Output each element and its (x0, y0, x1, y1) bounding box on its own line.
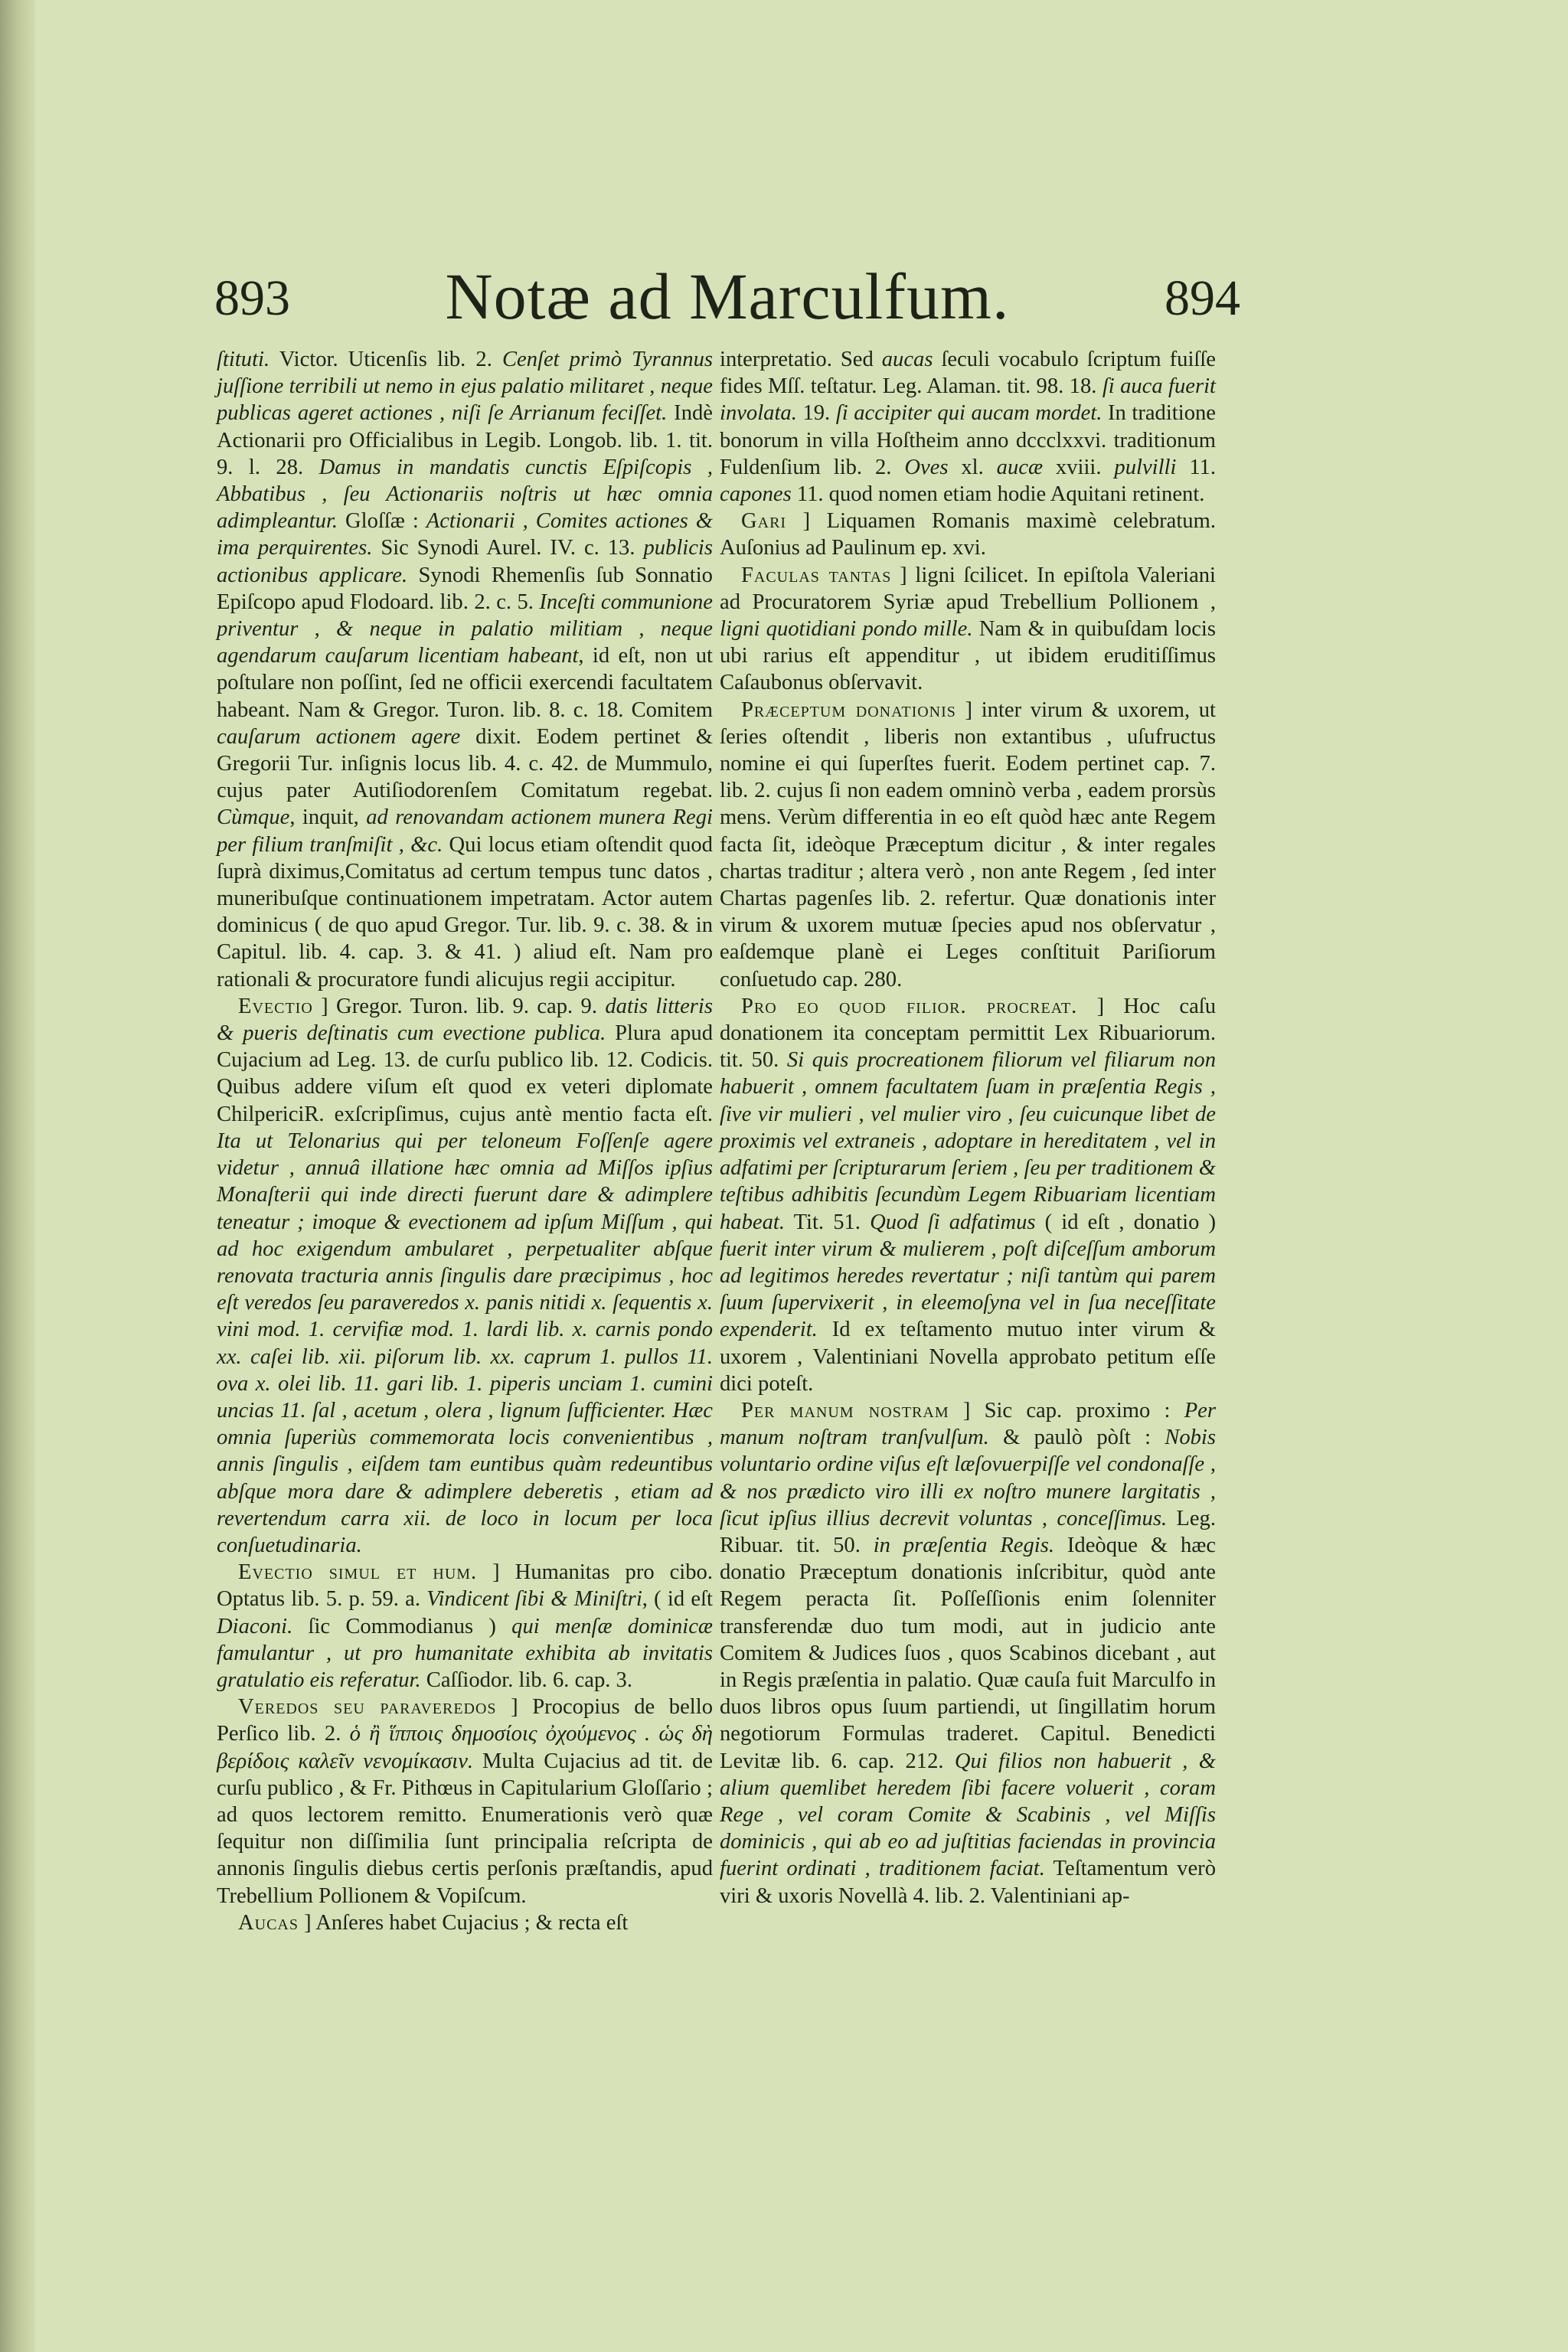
body-text: Multa Cujacius ad tit. de curſu publico , & Fr. Pithœus in Capitularium Gloſſario ; ad quos lectorem remitto. Enumerationis verò quæ ſequitur non diſſimilia ſunt principalia reſcripta de annonis ſingulis diebus certis perſonis præſtandis, apud Trebellium Pollionem & Vopiſcum. (217, 1749, 713, 1908)
quotation-text: Cenſet primò Tyrannus juſſione terribili ut nemo in ejus palatio militaret , neque publicas ageret actiones , niſi ſe Arrianum feciſſet. (217, 348, 713, 426)
quotation-text: ſi auca fuerit involata. (720, 374, 1216, 426)
quotation-text: Ita ut Telonarius qui per teloneum Foſſenſe agere videtur , annuâ illatione hæc omnia ad Miſſos ipſius Monaſterii qui inde directi fuerunt dare & adimplere teneatur ; imoque & evectionem ad ipſum Miſſum , qui ad hoc exigendum ambularet , perpetualiter abſque renovata tracturia annis ſingulis dare præcipimus , hoc eſt veredos ſeu paraveredos x. panis nitidi x. ſequentis x. vini mod. 1. cervifiæ mod. 1. lardi lib. x. carnis pondo xx. caſei lib. xii. piſorum lib. xx. caprum 1. pullos 11. ova x. olei lib. 11. gari lib. 1. piperis unciam 1. cumini uncias 11. ſal , acetum , olera , lignum ſufficienter. Hæc omnia ſuperiùs commemorata locis convenientibus , annis ſingulis , eiſdem tam euntibus quàm redeuntibus abſque mora dare & adimplere deberetis , etiam ad revertendum carra xii. de loco in locum per loca conſuetudinaria. (217, 1129, 713, 1557)
body-text: ] Procopius de bello Perſico lib. 2. (217, 1695, 713, 1746)
page-number-right: 894 (1165, 270, 1240, 326)
quotation-text: publicis actionibus applicare. (217, 536, 713, 587)
quotation-text: Nobis voluntario ordine viſus eſt læſovuerpiſſe vel condonaſſe , & nos prædicto viro illi ex noſtro munere largitatis , ſicut ipſius illius decrevit voluntas , conceſſimus. (720, 1426, 1217, 1530)
paragraph (720, 993, 1216, 1397)
body-text: ] Gregor. Turon. lib. 9. cap. 9. (312, 994, 606, 1018)
entry-lemma: Gari (741, 509, 787, 534)
body-text: & paulò pòſt : (988, 1426, 1165, 1450)
body-text: Teſtamentum verò viri & uxoris Novellà 4. lib. 2. Valentiniani ap- (720, 1857, 1216, 1908)
body-text: Qui locus etiam oſtendit quod ſuprà diximus,Comitatus ad certum tempus tunc datos , muneribuſque continuationem impetratam. Actor autem dominicus ( de quo apud Gregor. Tur. lib. 9. c. 38. & in Capitul. lib. 4. cap. 3. & 41. ) aliud eſt. Nam pro rationali & procuratore fundi alicujus regii accipitur. (217, 832, 713, 991)
quotation-text: ſi accipiter qui aucam mordet. (835, 401, 1102, 426)
quotation-text: Qui filios non habuerit , & alium quemlibet heredem ſibi facere voluerit , coram Rege , vel coram Comite & Scabinis , vel Miſſis dominicis , qui ab eo ad juſtitias faciendas in provincia fuerint ordinati , traditionem faciat. (720, 1749, 1216, 1881)
page-header (214, 260, 1240, 348)
body-text: In traditione bonorum in villa Hoſtheim anno dccclxxvi. traditionum Fuldenſium lib. 2. (720, 401, 1216, 479)
quotation-text: ad renovandam actionem munera Regi per filium tranſmiſit , &c. (217, 805, 713, 857)
paragraph (720, 562, 1216, 697)
entry-lemma: Veredos seu paraveredos (238, 1695, 497, 1720)
body-text: Id ex teſtamento mutuo inter virum & uxorem , Valentiniani Novella approbato petitum eſſe dici poteſt. (720, 1318, 1216, 1396)
quotation-text: cauſarum actionem agere (217, 724, 461, 749)
running-title: Notæ ad Marculfum. (445, 260, 1010, 333)
entry-lemma: Pro eo quod filior. procreat. (741, 994, 1078, 1018)
quotation-text: Diaconi. (217, 1614, 293, 1638)
body-text: , inquit, (289, 805, 367, 830)
body-text: , ( id eſt (642, 1587, 713, 1612)
body-text: 19. (796, 401, 836, 426)
quotation-text: Oves (904, 455, 949, 479)
paragraph (217, 346, 713, 993)
quotation-text: in præſentia Regis. (873, 1533, 1055, 1557)
body-text: ] inter virum & uxorem, ut ſeries oſtendit , liberis non extantibus , uſufructus nomine ei qui ſuperſtes fuerit. Eodem pertinet cap. 7. lib. 2. cujus ſi non eadem omninò verba , eadem prorsùs mens. Verùm differentia in eo eſt quòd hæc ante Regem facta ſit, ideòque Præceptum dicitur , & inter regales chartas traditur ; altera verò , non ante Regem , ſed inter Chartas pagenſes lib. 2. refertur. Quæ donationis inter virum & uxorem mutuæ ſpecies apud nos obſervatur , eaſdemque planè ei Leges conſtituit Pariſiorum conſuetudo cap. 280. (720, 697, 1216, 991)
quotation-text: ligni quotidiani pondo mille. (720, 617, 973, 642)
quotation-text: qui menſæ dominicæ famulantur , ut pro humanitate exhibita ab invitatis gratulatio eis referatur. (217, 1614, 713, 1692)
body-text: dixit. Eodem pertinet & Gregorii Tur. inſignis locus lib. 4. c. 42. de Mummulo, cujus pater Autiſiodorenſem Comitatum regebat. (217, 724, 713, 803)
entry-lemma: Evectio simul et hum. (238, 1560, 478, 1585)
paragraph (217, 993, 713, 1559)
quotation-text: aucas (881, 348, 933, 371)
body-text: Ideòque & hæc donatio Præceptum donationis inſcribitur, quòd ante Regem peracta ſit. Poſſeſſionis enim ſolenniter transferendæ duo tum modi, aut in judicio ante Comitem & Judices ſuos , quos Scabinos dicebant , aut in Regis præſentia in palatio. Quæ cauſa fuit Marculfo in duos libros opus ſuum partiendi, ut ſingillatim horum negotiorum Formulas traderet. Capitul. Benedicti Levitæ lib. 6. cap. 212. (720, 1533, 1217, 1773)
body-text: ſic Commodianus ) (292, 1614, 512, 1638)
body-text: ſeculi vocabulo ſcriptum fuiſſe fides Mſſ. teſtatur. Leg. Alaman. tit. 98. 18. (720, 348, 1216, 399)
body-text: ] Liquamen Romanis maximè celebratum. Auſonius ad Paulinum ep. xvi. (720, 509, 1216, 560)
body-text: Caſſiodor. lib. 6. cap. 3. (420, 1668, 632, 1692)
body-text: ] Sic cap. proximo : (949, 1398, 1184, 1423)
book-spine-shadow (0, 0, 35, 2352)
paragraph (720, 346, 1216, 508)
body-text: xviii. (1043, 455, 1115, 479)
body-text: ] Humanitas pro cibo. Optatus lib. 5. p. 59. a. (217, 1560, 713, 1612)
quotation-text: Si quis procreationem filiorum vel filiarum non habuerit , omnem facultatem ſuam in præſentia Regis , ſive vir mulieri , vel mulier viro , ſeu cuicunque libet de proximis vel extraneis , adoptare in hereditatem , vel in adfatimi per ſcripturarum ſeriem , ſeu per traditionem & teſtibus adhibitis ſecundùm Legem Ribuariam licentiam habeat. (720, 1048, 1216, 1234)
right-text-column (720, 346, 1216, 1909)
entry-lemma: Faculas tantas (741, 563, 892, 587)
entry-lemma: Aucas (238, 1910, 299, 1935)
quotation-text: datis litteris & pueris deſtinatis cum evectione publica. (217, 994, 713, 1046)
paragraph (720, 697, 1216, 993)
quotation-text: Vindicent ſibi & Miniſtri (426, 1587, 642, 1612)
body-text: Leg. Ribuar. tit. 50. (720, 1506, 1216, 1557)
quotation-text: Quod ſi adfatimus (870, 1210, 1036, 1234)
body-text: ] Hoc caſu donationem ita conceptam permittit Lex Ribuariorum. tit. 50. (720, 994, 1216, 1073)
body-text: Synodi Rhemenſis ſub Sonnatio Epiſcopo apud Flodoard. lib. 2. c. 5. (217, 563, 713, 614)
left-text-column (217, 346, 713, 1936)
body-text: , id eſt, non ut poſtulare non poſſint, ſed ne officii exercendi facultatem habeant. Nam & Gregor. Turon. lib. 8. c. 18. Comitem (217, 644, 713, 722)
quotation-text: Inceſti communione priventur , & neque in palatio militiam , neque agendarum cauſarum licentiam habeant (217, 590, 713, 668)
body-text: xl. (948, 455, 997, 479)
quotation-text: aucæ (996, 455, 1044, 479)
quotation-text: Actionarii , Comites actiones & ima perquirentes. (217, 509, 713, 560)
paragraph (217, 1909, 713, 1936)
body-text: 11. (1176, 455, 1216, 479)
quotation-text: fuerit inter virum & mulierem , poſt diſceſſum amborum ad legitimos heredes revertatur ; niſi tantùm qui parem ſuum ſupervixerit , in eleemoſyna vel in ſua neceſſitate expenderit. (720, 1236, 1216, 1342)
quotation-text: capones (720, 482, 792, 507)
entry-lemma: Præceptum donationis (741, 697, 956, 722)
body-text: 11. quod nomen etiam hodie Aquitani retinent. (791, 482, 1205, 507)
body-text: Plura apud Cujacium ad Leg. 13. de curſu publico lib. 12. Codicis. Quibus addere viſum eſt quod ex veteri diplomate ChilpericiR. exſcripſimus, cujus antè mentio facta eſt. (217, 1021, 713, 1126)
paragraph (720, 1397, 1216, 1909)
quotation-text: Per manum noſtram tranſvulſum. (720, 1398, 1216, 1450)
body-text: Nam & in quibuſdam locis ubi rarius eſt appenditur , ut ibidem eruditiſſimus Caſaubonus obſervavit. (720, 617, 1216, 695)
quotation-text: Cùmque (217, 805, 290, 830)
paragraph (720, 508, 1216, 561)
paragraph (217, 1559, 713, 1694)
body-text: interpretatio. Sed (720, 348, 882, 371)
page-number-left: 893 (214, 270, 290, 326)
paragraph (217, 1694, 713, 1909)
entry-lemma: Evectio (238, 994, 313, 1018)
quotation-text: Damus in mandatis cunctis Eſpiſcopis , Abbatibus , ſeu Actionariis noſtris ut hæc omnia adimpleantur. (217, 455, 713, 534)
body-text: Victor. Uticenſis lib. 2. (270, 348, 502, 371)
entry-lemma: Per manum nostram (741, 1398, 949, 1423)
quotation-text: ſtituti. (217, 348, 270, 371)
body-text: Indè Actionarii pro Officialibus in Legib. Longob. lib. 1. tit. 9. l. 28. (217, 401, 713, 479)
body-text: Gloſſæ : (338, 509, 426, 534)
body-text: ( id eſt , donatio ) (1035, 1210, 1217, 1234)
body-text: Tit. 51. (784, 1210, 871, 1234)
quotation-text: ὁ ἢ ἵπποις δημοσίοις ὀχούμενος . ὡς δὴ βερίδοις καλεῖν νενομίκασιν. (217, 1722, 713, 1773)
quotation-text: pulvilli (1114, 455, 1177, 479)
body-text: Sic Synodi Aurel. IV. c. 13. (372, 536, 644, 560)
body-text: ] Anſeres habet Cujacius ; & recta eſt (299, 1910, 629, 1935)
body-text: ] ligni ſcilicet. In epiſtola Valeriani ad Procuratorem Syriæ apud Trebellium Pollionem , (720, 563, 1217, 614)
